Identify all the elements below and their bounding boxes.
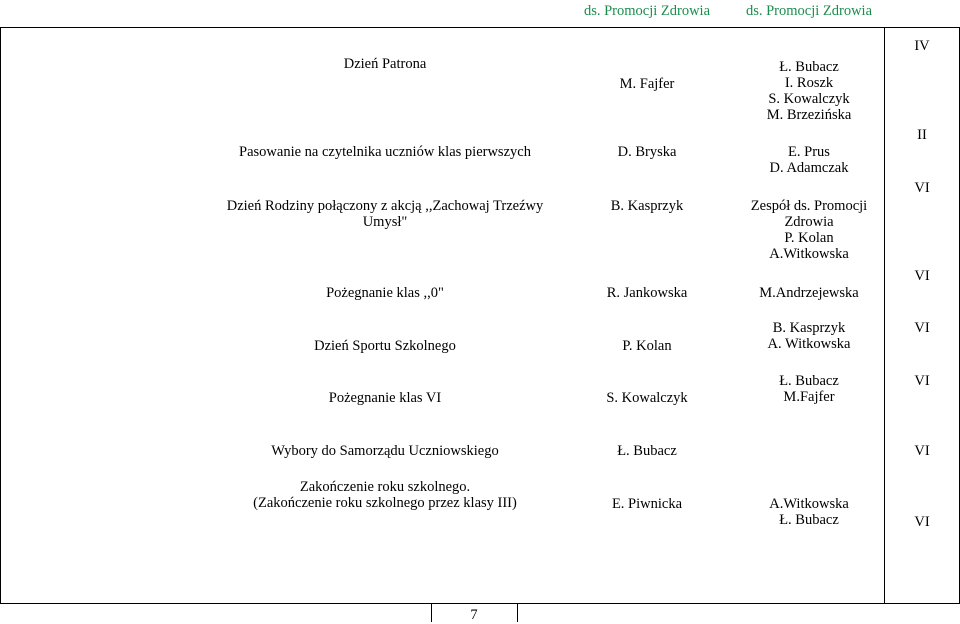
event-cell: Dzień Sportu Szkolnego bbox=[314, 338, 456, 354]
person-cell: P. Kolan bbox=[622, 338, 672, 354]
person-cell: S. Kowalczyk bbox=[606, 390, 688, 406]
footer-right-border bbox=[517, 603, 518, 622]
class-cell: VI bbox=[914, 514, 930, 530]
class-cell: VI bbox=[914, 373, 930, 389]
event-cell: Wybory do Samorządu Uczniowskiego bbox=[271, 443, 499, 459]
event-cell: Pasowanie na czytelnika uczniów klas pierwszych bbox=[239, 144, 531, 160]
team-cell: E. Prus D. Adamczak bbox=[769, 144, 849, 176]
person-cell: D. Bryska bbox=[617, 144, 677, 160]
class-cell: VI bbox=[914, 443, 930, 459]
table-top-border bbox=[0, 27, 960, 28]
person-cell: R. Jankowska bbox=[606, 285, 688, 301]
event-cell: Dzień Patrona bbox=[343, 56, 427, 72]
team-cell: Zespół ds. Promocji Zdrowia P. Kolan A.Witkowska bbox=[750, 198, 868, 262]
header-col2: ds. Promocji Zdrowia bbox=[583, 3, 711, 19]
class-cell: VI bbox=[914, 180, 930, 196]
event-cell: Dzień Rodziny połączony z akcją ,,Zachowaj Trzeźwy Umysł" bbox=[226, 198, 544, 230]
table-left-border bbox=[0, 27, 1, 603]
class-cell: VI bbox=[914, 320, 930, 336]
footer-left-border bbox=[431, 603, 432, 622]
team-cell: Ł. Bubacz M.Fajfer bbox=[779, 373, 839, 405]
event-cell: Pożegnanie klas VI bbox=[328, 390, 442, 406]
team-cell: B. Kasprzyk A. Witkowska bbox=[767, 320, 851, 352]
person-cell: B. Kasprzyk bbox=[610, 198, 684, 214]
header-col3: ds. Promocji Zdrowia bbox=[745, 3, 873, 19]
team-cell: A.Witkowska Ł. Bubacz bbox=[769, 496, 849, 528]
event-cell: Zakończenie roku szkolnego. (Zakończenie roku szkolnego przez klasy III) bbox=[253, 479, 517, 511]
team-cell: M.Andrzejewska bbox=[759, 285, 859, 301]
table-bottom-border bbox=[0, 603, 960, 604]
class-cell: IV bbox=[914, 38, 930, 54]
class-cell: II bbox=[917, 127, 927, 143]
person-cell: E. Piwnicka bbox=[611, 496, 683, 512]
event-cell: Pożegnanie klas ,,0" bbox=[326, 285, 444, 301]
page-number: 7 bbox=[470, 607, 478, 623]
class-cell: VI bbox=[914, 268, 930, 284]
person-cell: M. Fajfer bbox=[619, 76, 675, 92]
person-cell: Ł. Bubacz bbox=[617, 443, 677, 459]
team-cell: Ł. Bubacz I. Roszk S. Kowalczyk M. Brzezińska bbox=[766, 59, 852, 123]
